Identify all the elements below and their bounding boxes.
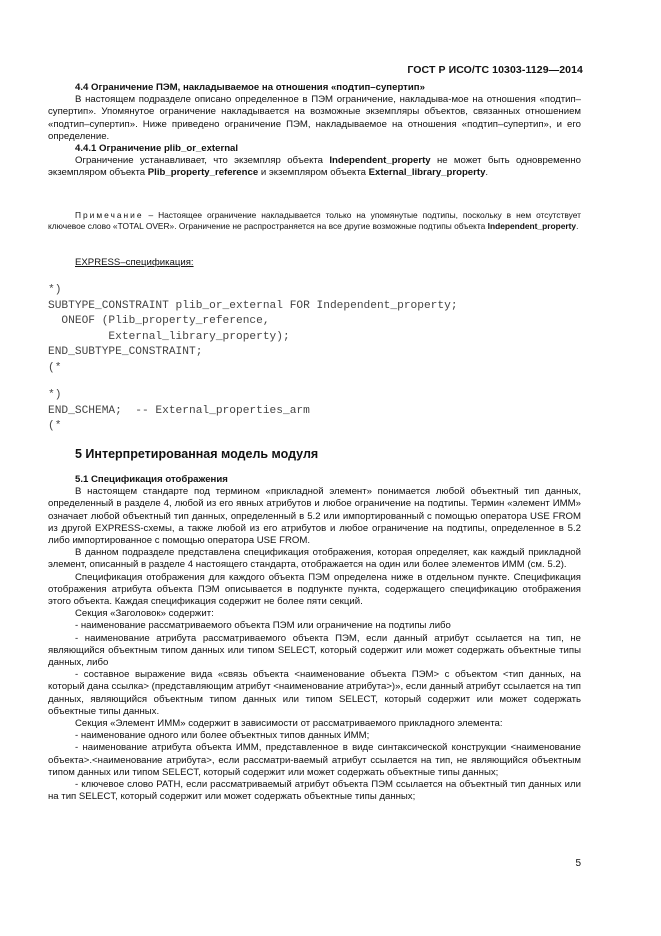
list-item: - ключевое слово PATH, если рассматриваемый атрибут объекта ПЭМ ссылается на объектный тип данных или на тип SELECT, который содержит или может содержать объектные типы данных; — [48, 779, 581, 803]
express-label-block — [48, 257, 581, 269]
document-header-id: ГОСТ Р ИСО/ТС 10303-1129—2014 — [407, 64, 583, 76]
note-block — [48, 210, 581, 232]
section-4-4-paragraph: В настоящем подразделе описано определенное в ПЭМ ограничение, накладыва-мое на отношения «подтип–супертип». Упомянутое ограничение накладывается на возможные экземпляры объектов, связанных отношением «подтип–супертип». Ниже приведено ограничение ПЭМ, накладываемое на отношения «подтип–супертип», и его определение. — [48, 94, 581, 142]
section-5-title: 5 Интерпретированная модель модуля — [75, 447, 319, 461]
section-4-4 — [48, 82, 581, 180]
note-label: Примечание — [75, 210, 144, 220]
express-code-listing-2: *) END_SCHEMA; -- External_properties_arm (* — [48, 389, 310, 432]
list-item: - наименование рассматриваемого объекта ПЭМ или ограничение на подтипы либо — [75, 620, 451, 632]
note-paragraph: Примечание – Настоящее ограничение накладывается только на упомянутые подтипы, поскольку в нем отсутствует ключевое слово «TOTAL OVER». Ограничение не распространяется на все другие возможные подтипы объекта Independent_property. — [48, 210, 581, 231]
section-4-4-1-paragraph: Ограничение устанавливает, что экземпляр объекта Independent_property не может быть одновременно экземпляром объекта Plib_property_reference и экземпляром объекта External_library_property. — [48, 155, 581, 179]
section-4-4-title: 4.4 Ограничение ПЭМ, накладываемое на отношения «подтип–супертип» — [75, 82, 425, 93]
express-code-listing-1: *) SUBTYPE_CONSTRAINT plib_or_external FOR Independent_property; ONEOF (Plib_property_reference, External_library_property); END_SUBTYPE_CONSTRAINT; (* — [48, 284, 458, 374]
list-item: - составное выражение вида «связь объекта <наименование объекта ПЭМ> с объектом <тип данных, на который дана ссылка> (представляющим атрибут <наименование атрибута>)», если данный атрибут ссылается на тип данных, являющийся объектным типом данных или типом SELECT, который содержит или может содержать объектные типы данных. — [48, 669, 581, 717]
entity-name: External_library_property — [368, 167, 486, 179]
paragraph: В настоящем стандарте под термином «прикладной элемент» понимается любой объектный тип данных, определенный в разделе 4, любой из его явных атрибутов и любое ограничение на подтипы. Термин «элемент ИММ» означает любой объектный тип данных, определенный в 5.2 или импортированный с помощью оператора USE FROM из другой EXPRESS-схемы, а также любой из его атрибутов и любое ограничение на подтипы, определенное в 5.2 либо импортированное с помощью оператора USE FROM. — [48, 486, 581, 547]
list-item: - наименование атрибута рассматриваемого объекта ПЭМ, если данный атрибут ссылается на тип, не являющийся объектным типом данных или типом SELECT, который содержит или может содержать объектные типы данных, либо — [48, 632, 581, 669]
entity-name: Independent_property — [329, 155, 431, 167]
express-spec-label: EXPRESS–спецификация: — [75, 257, 194, 268]
list-item: - наименование атрибута объекта ИММ, представленное в виде синтаксической конструкции <наименование объекта>.<наименование атрибута>, если рассматри-ваемый атрибут ссылается на тип, не являющийся объектным типом данных или типом SELECT, который содержит или может содержать объектные типы данных; — [48, 742, 581, 778]
paragraph: В данном подразделе представлена спецификация отображения, которая определяет, как каждый прикладной элемент, описанный в разделе 4 настоящего стандарта, отображается на один или более элементов ИММ (см. 5.2). — [48, 547, 581, 571]
section-5-1-title: 5.1 Спецификация отображения — [75, 474, 228, 485]
entity-name: Independent_property — [487, 221, 577, 231]
section-4-4-1-title: 4.4.1 Ограничение plib_or_external — [75, 143, 239, 155]
section-5-1 — [48, 474, 581, 803]
page-number: 5 — [575, 858, 581, 869]
paragraph: Секция «Заголовок» содержит: — [75, 608, 214, 620]
list-item: - наименование одного или более объектных типов данных ИММ; — [75, 730, 370, 742]
paragraph: Спецификация отображения для каждого объекта ПЭМ определена ниже в отдельном пункте. Спецификация отображения атрибута объекта ПЭМ описывается в подпункте пункта, содержащего спецификацию отображения этого объекта. Каждая спецификация содержит не более пяти секций. — [48, 571, 581, 608]
paragraph: Секция «Элемент ИММ» содержит в зависимости от рассматриваемого прикладного элемента: — [75, 718, 503, 730]
entity-name: Plib_property_reference — [147, 167, 259, 179]
